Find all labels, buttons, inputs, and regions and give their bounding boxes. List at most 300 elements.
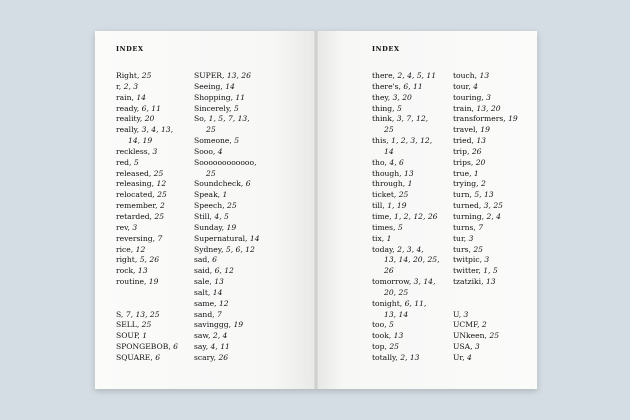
index-term: sand, — [194, 309, 215, 319]
index-term: Soooooooooooo, — [194, 157, 257, 167]
index-term: salt, — [194, 287, 211, 297]
index-entry — [116, 158, 178, 169]
index-term: touch, — [453, 71, 478, 80]
index-entry — [194, 136, 260, 147]
index-term: reversing, — [116, 233, 156, 243]
index-term: thing, — [372, 103, 395, 113]
index-term: times, — [372, 222, 396, 232]
index-term: tur, — [453, 233, 467, 243]
page-numbers: 1 — [407, 179, 413, 189]
index-term: trips, — [453, 157, 474, 167]
index-term: r, — [116, 81, 122, 91]
index-entry — [453, 82, 518, 93]
index-term: ready, — [116, 103, 140, 113]
page-numbers: 6, 11, — [404, 298, 427, 308]
open-book — [95, 31, 537, 389]
index-entry-continuation — [372, 125, 440, 136]
page-numbers: 1 — [386, 233, 392, 243]
index-term: think, — [372, 114, 395, 124]
index-entry — [372, 201, 440, 212]
index-term: turning, — [453, 211, 485, 221]
index-entry — [372, 353, 440, 364]
index-term: Supernatural, — [194, 233, 248, 243]
page-numbers: 12 — [135, 244, 146, 254]
page-numbers: 14 — [384, 146, 394, 156]
index-term: savinggg, — [194, 320, 232, 330]
page-numbers: 20, 25 — [384, 287, 409, 297]
page-numbers: 2, 3 — [123, 81, 139, 91]
page-numbers: 2, 4 — [486, 211, 501, 221]
page-numbers: 1, 19 — [387, 201, 407, 211]
index-entry — [194, 114, 260, 125]
index-entry — [194, 353, 260, 364]
index-term: tho, — [372, 157, 387, 167]
page-numbers: 14 — [212, 287, 223, 297]
index-entry — [453, 190, 518, 201]
page-numbers: 11 — [235, 92, 246, 102]
page-numbers: 13, 20 — [476, 103, 501, 113]
index-entry — [372, 136, 440, 147]
page-numbers: 5 — [234, 136, 240, 146]
index-entry — [194, 179, 260, 190]
index-entry — [116, 190, 178, 201]
index-term: So, — [194, 114, 207, 124]
index-term: reality, — [116, 114, 143, 124]
page-numbers: 5, 6, 12 — [225, 244, 255, 254]
index-entry — [453, 245, 518, 256]
index-entry — [116, 104, 178, 115]
index-entry-continuation — [372, 288, 440, 299]
index-term: Someone, — [194, 136, 232, 146]
index-entry — [372, 179, 440, 190]
page-numbers: 13 — [404, 168, 414, 178]
index-entry — [453, 147, 518, 158]
page-numbers: 14 — [136, 92, 146, 102]
index-entry — [116, 71, 178, 82]
index-entry-continuation — [194, 125, 260, 136]
index-term: tonight, — [372, 298, 403, 308]
page-numbers: 4 — [473, 81, 478, 91]
page-numbers: 19 — [226, 222, 237, 232]
index-term: SPONGEBOB, — [116, 342, 171, 352]
page-numbers: 5 — [397, 222, 403, 232]
page-numbers: 14, 19 — [128, 136, 153, 146]
index-entry — [116, 255, 178, 266]
page-numbers: 2, 4 — [212, 331, 228, 341]
page-numbers: 25 — [141, 320, 152, 330]
index-term: too, — [372, 320, 387, 330]
index-term: true, — [453, 168, 472, 178]
index-entry — [194, 212, 260, 223]
index-entry — [453, 201, 518, 212]
page-numbers: 25 — [227, 201, 237, 211]
index-entry — [453, 255, 518, 266]
index-entry — [372, 245, 440, 256]
page-numbers: 1, 2, 12, 26 — [394, 211, 438, 221]
right-page-column-1 — [372, 71, 440, 364]
index-term: till, — [372, 201, 385, 211]
page-numbers: 25 — [206, 125, 216, 135]
index-term: twitter, — [453, 266, 481, 276]
index-entry — [194, 234, 260, 245]
index-entry — [194, 82, 260, 93]
index-term: though, — [372, 168, 402, 178]
page-numbers: 13 — [214, 277, 224, 287]
index-entry — [372, 342, 440, 353]
page-numbers: 13 — [393, 331, 404, 341]
page-numbers: 1 — [473, 168, 479, 178]
index-term: Ur, — [453, 352, 465, 362]
page-numbers: 5 — [133, 157, 139, 167]
index-entry — [116, 353, 178, 364]
book-gutter — [314, 31, 318, 389]
page-numbers: 3 — [463, 309, 469, 319]
page-numbers: 4, 6 — [389, 157, 404, 167]
page-numbers: 4, 11 — [210, 342, 230, 352]
page-numbers: 1 — [142, 331, 148, 341]
index-entry — [372, 169, 440, 180]
index-entry — [194, 320, 260, 331]
index-entry — [116, 125, 178, 136]
index-term: Soundcheck, — [194, 179, 244, 189]
page-numbers: 13 — [485, 277, 496, 287]
page-numbers: 1, 2, 3, 12, — [391, 136, 433, 146]
index-entry — [116, 82, 178, 93]
index-entry — [194, 331, 260, 342]
index-term: transformers, — [453, 114, 506, 124]
page-numbers: 25 — [398, 190, 409, 200]
index-term: S, — [116, 309, 124, 319]
page-numbers: 6, 11 — [141, 103, 161, 113]
page-numbers: 7 — [157, 233, 163, 243]
page-numbers: 3, 20 — [392, 92, 412, 102]
index-entry — [372, 190, 440, 201]
index-term: took, — [372, 331, 392, 341]
index-entry — [372, 234, 440, 245]
page-numbers: 2 — [160, 201, 165, 211]
page-numbers: 13 — [479, 71, 490, 80]
index-entry — [116, 147, 178, 158]
page-numbers: 3, 14, — [413, 277, 436, 287]
index-entry-continuation — [194, 169, 260, 180]
page-numbers: 25 — [384, 125, 394, 135]
index-term: Seeing, — [194, 81, 223, 91]
index-entry — [116, 342, 178, 353]
page-numbers: 13 — [137, 266, 148, 276]
index-term: tried, — [453, 136, 474, 146]
page-numbers: 13, 14, 20, 25, — [384, 255, 440, 265]
index-entry — [116, 266, 178, 277]
index-term: tour, — [453, 81, 471, 91]
index-entry — [194, 245, 260, 256]
page-numbers: 13, 14 — [384, 309, 409, 319]
index-entry — [194, 310, 260, 321]
page-numbers: 13 — [476, 136, 486, 146]
page-numbers: 3 — [468, 233, 474, 243]
index-term: relocated, — [116, 190, 155, 200]
left-page-column-1 — [116, 71, 178, 364]
index-entry — [453, 179, 518, 190]
index-entry — [453, 169, 518, 180]
page-numbers: 1, 5, 7, 13, — [208, 114, 250, 124]
page-numbers: 25 — [157, 190, 167, 200]
page-numbers: 25 — [389, 342, 399, 352]
index-entry — [372, 82, 440, 93]
index-term: Speech, — [194, 201, 225, 211]
index-term: train, — [453, 103, 474, 113]
index-entry — [116, 169, 178, 180]
page-numbers: 4 — [467, 352, 472, 362]
index-term: sale, — [194, 277, 212, 287]
index-term: routine, — [116, 277, 147, 287]
page-numbers: 13, 26 — [226, 71, 251, 80]
index-term: trip, — [453, 146, 470, 156]
page-numbers: 6 — [173, 342, 178, 352]
index-term: rice, — [116, 244, 134, 254]
page-numbers: 26 — [218, 352, 229, 362]
right-page — [316, 31, 537, 389]
index-term: Shopping, — [194, 92, 233, 102]
index-entry — [372, 331, 440, 342]
page-numbers: 7 — [478, 222, 484, 232]
index-term: touring, — [453, 92, 484, 102]
index-term: Sincerely, — [194, 103, 232, 113]
index-entry — [194, 299, 260, 310]
index-term: UCMF, — [453, 320, 480, 330]
index-entry — [453, 158, 518, 169]
index-entry — [453, 93, 518, 104]
page-numbers: 6 — [155, 352, 161, 362]
page-numbers: 20 — [144, 114, 155, 124]
page-numbers: 2 — [481, 320, 487, 330]
index-entry — [372, 114, 440, 125]
index-term: turned, — [453, 201, 482, 211]
index-entry — [194, 71, 260, 82]
index-term: top, — [372, 342, 387, 352]
index-entry — [116, 179, 178, 190]
index-entry — [372, 223, 440, 234]
entry-gap — [116, 288, 178, 299]
index-term: tzatziki, — [453, 277, 484, 287]
page-numbers: 3 — [132, 222, 138, 232]
index-term: USA, — [453, 342, 473, 352]
index-entry — [453, 125, 518, 136]
index-entry — [194, 223, 260, 234]
index-term: Speak, — [194, 190, 221, 200]
left-page-header: INDEX — [116, 45, 144, 53]
page-numbers: 26 — [471, 146, 482, 156]
page-numbers: 6, 11 — [403, 81, 423, 91]
index-term: SQUARE, — [116, 352, 153, 362]
index-entry — [116, 114, 178, 125]
index-term: ticket, — [372, 190, 397, 200]
index-term: SUPER, — [194, 71, 225, 80]
index-entry-continuation — [372, 310, 440, 321]
index-entry — [194, 147, 260, 158]
index-term: U, — [453, 309, 462, 319]
index-entry — [116, 223, 178, 234]
index-entry-continuation — [116, 136, 178, 147]
page-numbers: 6 — [212, 255, 217, 265]
left-page — [95, 31, 316, 389]
index-entry — [372, 71, 440, 82]
page-numbers: 25 — [154, 211, 165, 221]
index-entry — [194, 288, 260, 299]
page-numbers: 7, 13, 25 — [125, 309, 160, 319]
index-term: reckless, — [116, 146, 151, 156]
index-entry — [372, 277, 440, 288]
index-term: this, — [372, 136, 389, 146]
index-entry — [194, 342, 260, 353]
page-numbers: 6, 12 — [214, 266, 234, 276]
page-numbers: 19 — [148, 277, 159, 287]
index-term: remember, — [116, 201, 158, 211]
index-entry — [116, 331, 178, 342]
index-entry-continuation — [372, 266, 440, 277]
page-numbers: 14 — [225, 81, 235, 91]
entry-gap — [453, 299, 518, 310]
right-page-column-2 — [453, 71, 518, 364]
index-term: saw, — [194, 331, 211, 341]
page-numbers: 19 — [233, 320, 244, 330]
index-entry — [453, 114, 518, 125]
page-numbers: 26 — [384, 266, 394, 276]
index-term: Sunday, — [194, 222, 225, 232]
index-term: rain, — [116, 92, 134, 102]
index-entry — [194, 93, 260, 104]
page-numbers: 1 — [222, 190, 228, 200]
page-numbers: 3 — [152, 146, 158, 156]
page-numbers: 3 — [484, 255, 490, 265]
index-term: rock, — [116, 266, 136, 276]
index-entry — [194, 255, 260, 266]
page-numbers: 3 — [474, 342, 480, 352]
page-numbers: 4, 5 — [214, 211, 229, 221]
index-term: rev, — [116, 222, 130, 232]
index-term: they, — [372, 92, 391, 102]
page-numbers: 20 — [475, 157, 486, 167]
index-term: say, — [194, 342, 209, 352]
page-numbers: 5 — [396, 103, 402, 113]
index-term: turs, — [453, 244, 471, 254]
index-term: tix, — [372, 233, 385, 243]
index-term: Sooo, — [194, 146, 216, 156]
index-term: releasing, — [116, 179, 155, 189]
index-entry — [116, 277, 178, 288]
index-entry — [453, 331, 518, 342]
index-term: scary, — [194, 352, 217, 362]
index-term: trying, — [453, 179, 479, 189]
page-numbers: 4 — [217, 146, 223, 156]
index-term: totally, — [372, 352, 398, 362]
index-entry — [194, 201, 260, 212]
index-term: released, — [116, 168, 152, 178]
page-numbers: 19 — [480, 125, 490, 135]
index-term: retarded, — [116, 211, 152, 221]
index-entry — [194, 158, 260, 169]
index-entry — [453, 104, 518, 115]
index-entry — [453, 71, 518, 82]
index-term: right, — [116, 255, 138, 265]
index-entry — [453, 342, 518, 353]
page-numbers: 19 — [508, 114, 518, 124]
index-entry — [116, 245, 178, 256]
page-numbers: 3 — [486, 92, 492, 102]
index-term: Still, — [194, 211, 212, 221]
index-entry — [453, 320, 518, 331]
page-numbers: 5, 26 — [139, 255, 160, 265]
index-entry — [372, 212, 440, 223]
index-entry — [372, 158, 440, 169]
index-entry — [453, 266, 518, 277]
index-entry — [453, 136, 518, 147]
index-term: Sydney, — [194, 244, 224, 254]
page-numbers: 2, 13 — [400, 352, 420, 362]
index-term: turns, — [453, 222, 476, 232]
page-numbers: 2, 3, 4, — [397, 244, 424, 254]
index-term: said, — [194, 266, 213, 276]
index-entry — [453, 234, 518, 245]
index-term: time, — [372, 211, 392, 221]
page-numbers: 12 — [156, 179, 167, 189]
index-term: twitpic, — [453, 255, 482, 265]
index-entry — [453, 310, 518, 321]
index-term: turn, — [453, 190, 472, 200]
entry-gap — [116, 299, 178, 310]
page-numbers: 2, 4, 5, 11 — [397, 71, 437, 80]
index-entry — [372, 299, 440, 310]
index-entry — [453, 353, 518, 364]
index-term: Right, — [116, 71, 140, 80]
index-term: same, — [194, 298, 217, 308]
index-term: there, — [372, 71, 395, 80]
page-numbers: 25 — [153, 168, 164, 178]
left-page-column-2 — [194, 71, 260, 364]
page-numbers: 5 — [233, 103, 239, 113]
index-entry — [453, 223, 518, 234]
index-entry — [194, 104, 260, 115]
page-numbers: 7 — [217, 309, 222, 319]
index-entry — [372, 320, 440, 331]
page-numbers: 1, 5 — [483, 266, 498, 276]
page-numbers: 25 — [206, 168, 216, 178]
page-numbers: 5, 13 — [474, 190, 494, 200]
page-numbers: 25 — [141, 71, 152, 80]
page-numbers: 12 — [218, 298, 229, 308]
page-numbers: 5 — [389, 320, 394, 330]
index-entry-continuation — [372, 147, 440, 158]
page-numbers: 25 — [489, 331, 500, 341]
index-entry — [372, 104, 440, 115]
index-term: travel, — [453, 125, 478, 135]
index-term: really, — [116, 125, 140, 135]
index-term: SELL, — [116, 320, 140, 330]
index-entry — [194, 266, 260, 277]
index-entry — [194, 277, 260, 288]
page-numbers: 14 — [249, 233, 260, 243]
page-numbers: 3, 25 — [483, 201, 503, 211]
right-page-header: INDEX — [372, 45, 400, 53]
index-entry — [116, 201, 178, 212]
index-entry-continuation — [372, 255, 440, 266]
index-entry — [453, 277, 518, 288]
index-entry — [116, 93, 178, 104]
index-term: UNkeen, — [453, 331, 487, 341]
index-entry — [116, 234, 178, 245]
index-term: SOUP, — [116, 331, 140, 341]
index-term: there's, — [372, 81, 401, 91]
index-entry — [453, 212, 518, 223]
